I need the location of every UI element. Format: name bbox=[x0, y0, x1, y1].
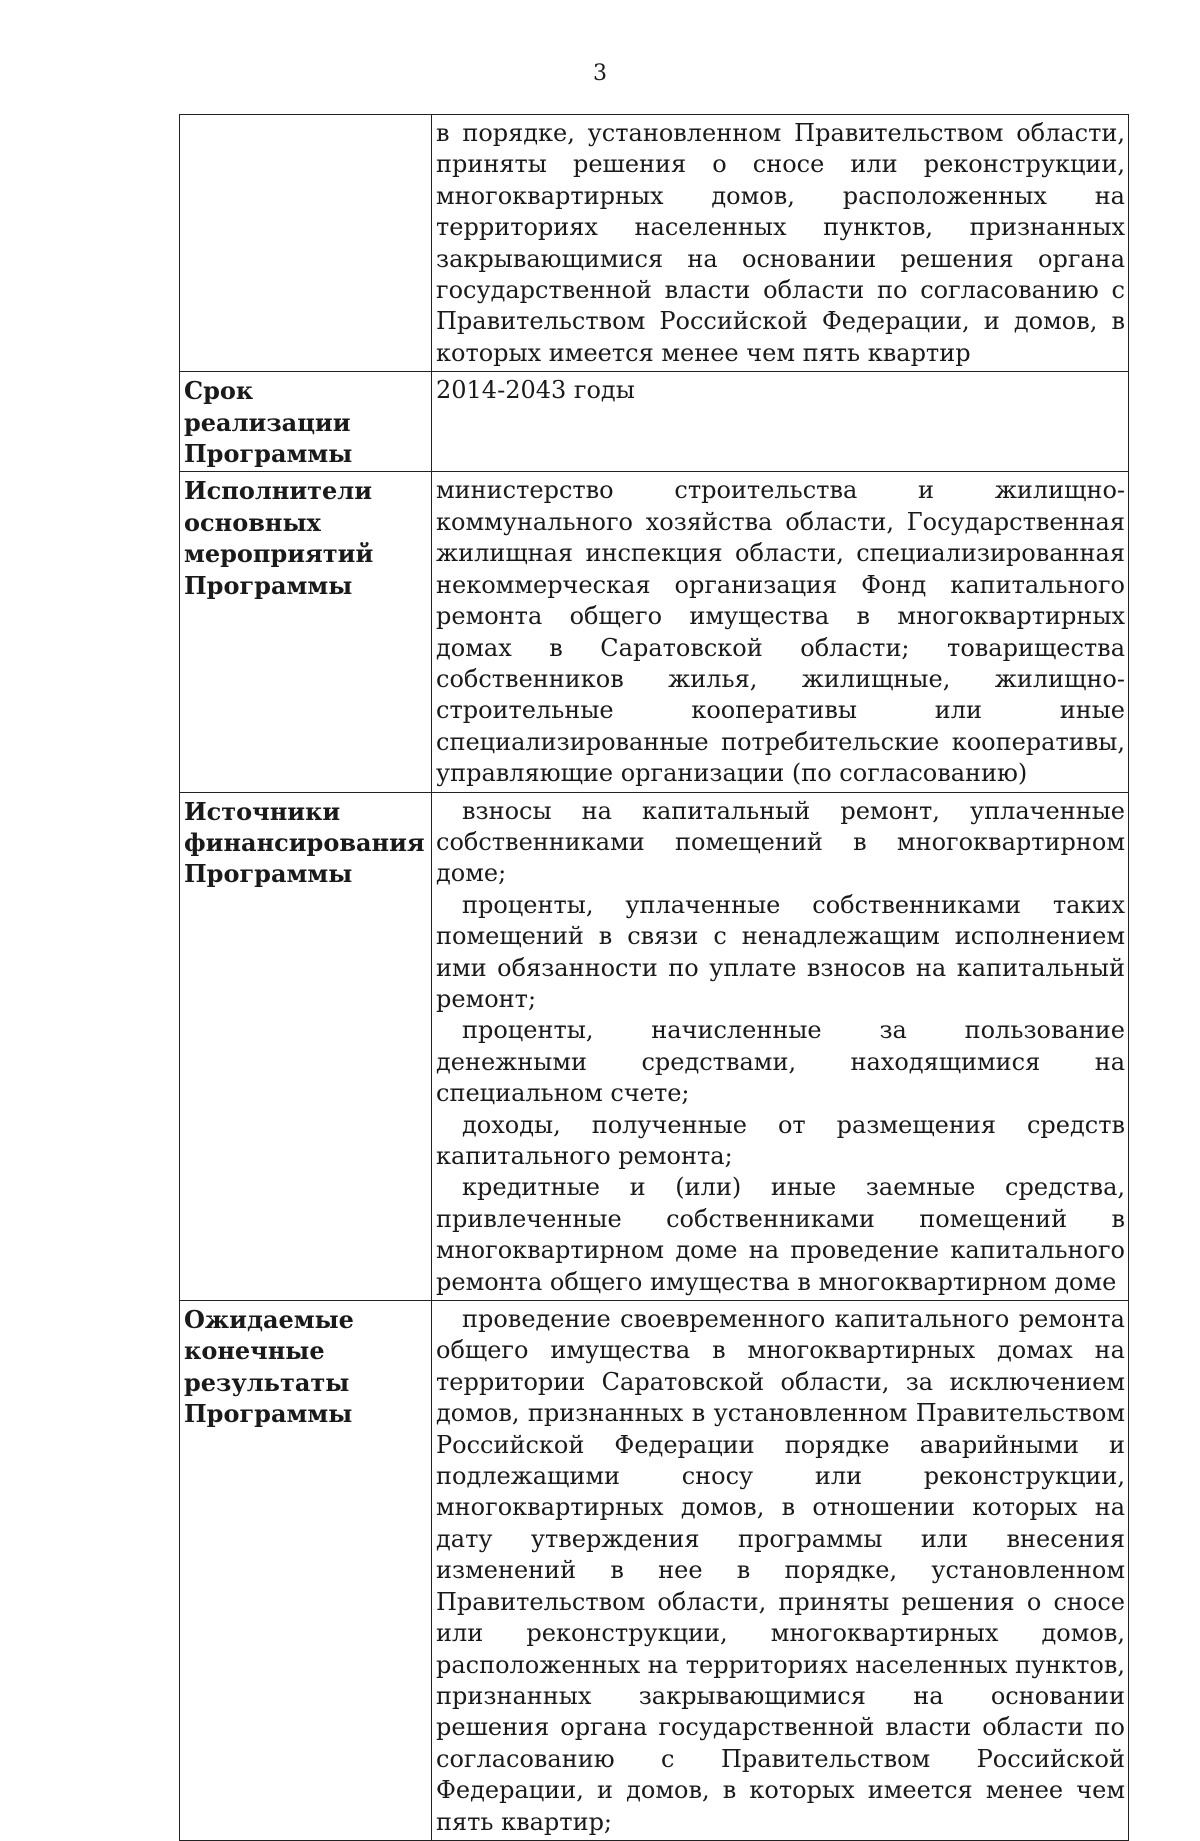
row-label bbox=[180, 372, 432, 472]
label-line: Ожидаемые bbox=[184, 1305, 354, 1335]
value-paragraph: 2014-2043 годы bbox=[436, 376, 635, 405]
label-line: результаты bbox=[184, 1367, 350, 1397]
label-line: Программы bbox=[184, 439, 353, 469]
table-row-executors bbox=[180, 472, 1129, 792]
value-paragraph: проценты, уплаченные собственниками таких помещений в связи с ненадлежащим исполнением ими обязанности по уплате взносов на капитальный ремонт; bbox=[436, 890, 1125, 1013]
label-line: Программы bbox=[184, 859, 353, 889]
label-line: Исполнители bbox=[184, 476, 373, 506]
table-row-results bbox=[180, 1301, 1129, 1841]
label-line: Источники bbox=[184, 796, 341, 826]
row-value bbox=[432, 792, 1129, 1301]
label-line: Программы bbox=[184, 570, 353, 600]
row-label bbox=[180, 1301, 432, 1841]
page-number: 3 bbox=[593, 61, 607, 86]
label-line: конечные bbox=[184, 1336, 325, 1366]
value-paragraph: министерство строительства и жилищно-коммунального хозяйства области, Государственная жилищная инспекция области, специализированная некоммерческая организация Фонд капитального ремонта общего имущества в многоквартирных домах в Саратовской области; товарищества собственников жилья, жилищные, жилищно-строительные кооперативы или иные специализированные потребительские кооперативы, управляющие организации (по согласованию) bbox=[436, 476, 1125, 788]
table-row-funding bbox=[180, 792, 1129, 1301]
row-label bbox=[180, 472, 432, 792]
row-label bbox=[180, 115, 432, 372]
value-paragraph: кредитные и (или) иные заемные средства, привлеченные собственниками помещений в многоквартирном доме на проведение капитального ремонта общего имущества в многоквартирном доме bbox=[436, 1173, 1125, 1296]
label-line: основных bbox=[184, 507, 321, 537]
label-line: мероприятий bbox=[184, 539, 374, 569]
program-passport-table bbox=[179, 114, 1129, 1841]
label-line: финансирования bbox=[184, 827, 425, 857]
value-paragraph: взносы на капитальный ремонт, уплаченные собственниками помещений в многоквартирном доме; bbox=[436, 796, 1125, 888]
value-paragraph: проведение своевременного капитального ремонта общего имущества в многоквартирных домах на территории Саратовской области, за исключением домов, признанных в установленном Правительством Российской Федерации порядке аварийными и подлежащими сносу или реконструкции, многоквартирных домов, в отношении которых на дату утверждения программы или внесения изменений в нее в порядке, установленном Правительством области, приняты решения о сносе или реконструкции, многоквартирных домов, расположенных на территориях населенных пунктов, признанных закрывающимися на основании решения органа государственной власти области по согласованию с Правительством Российской Федерации, и домов, в которых имеется менее чем пять квартир; bbox=[436, 1305, 1125, 1836]
row-value bbox=[432, 472, 1129, 792]
row-value bbox=[432, 1301, 1129, 1841]
label-line: Срок реализации bbox=[184, 376, 351, 437]
value-paragraph: проценты, начисленные за пользование денежными средствами, находящимися на специальном счете; bbox=[436, 1016, 1125, 1108]
row-value bbox=[432, 115, 1129, 372]
row-value bbox=[432, 372, 1129, 472]
value-paragraph: доходы, полученные от размещения средств капитального ремонта; bbox=[436, 1110, 1125, 1170]
row-label bbox=[180, 792, 432, 1301]
table-row-continuation bbox=[180, 115, 1129, 372]
label-line: Программы bbox=[184, 1399, 353, 1429]
table-row-term bbox=[180, 372, 1129, 472]
value-paragraph: в порядке, установленном Правительством области, приняты решения о сносе или реконструкции, многоквартирных домов, расположенных на территориях населенных пунктов, признанных закрывающимися на основании решения органа государственной власти области по согласованию с Правительством Российской Федерации, и домов, в которых имеется менее чем пять квартир bbox=[436, 119, 1125, 367]
